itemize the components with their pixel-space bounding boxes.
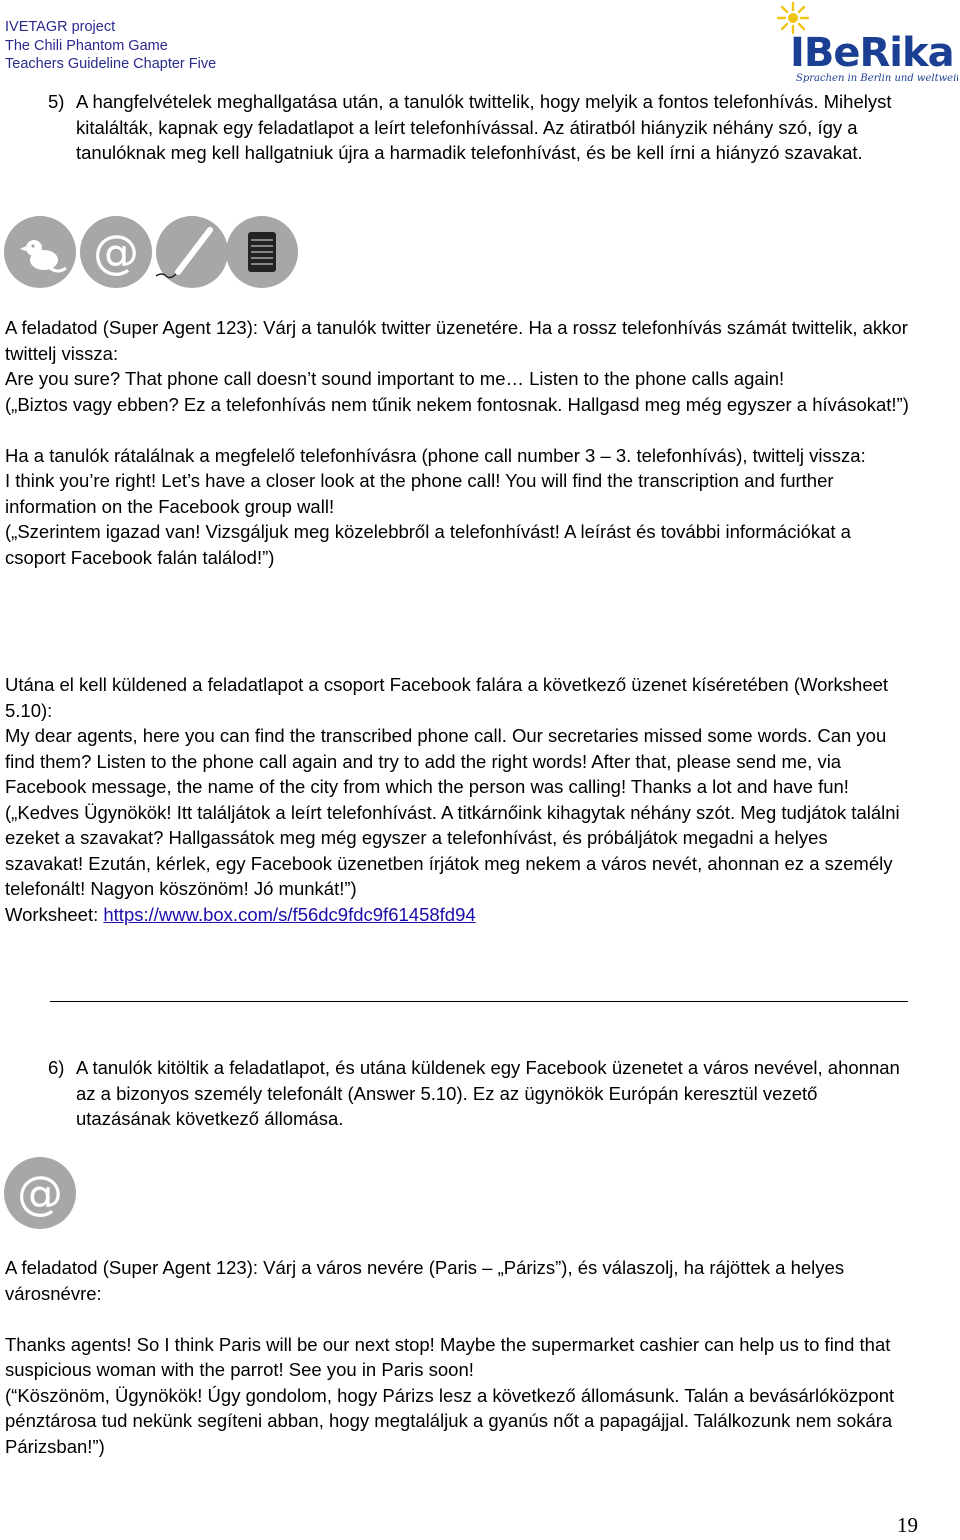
pen-icon [156, 216, 228, 288]
task-1-english-reply: Are you sure? That phone call doesn’t sound important to me… Listen to the phone calls again! [5, 368, 785, 389]
worksheet-label: Worksheet: [5, 903, 104, 925]
worksheet-link[interactable]: https://www.box.com/s/f56dc9fdc9f61458fd94 [103, 903, 476, 925]
task-1-hungarian-reply: („Biztos vagy ebben? Ez a telefonhívás nem tűnik nekem fontosnak. Hallgasd meg még egyszer a hívásokat!”) [5, 393, 909, 415]
task-2-english-message: My dear agents, here you can find the transcribed phone call. Our secretaries missed some words. Can you find them? Listen to the phone call again and try to add the right words! After that, please send me, via Facebook message, the name of the city from which the person was calling! Thanks a lot and have fun! [5, 725, 887, 797]
task-3-english-reply: Thanks agents! So I think Paris will be our next stop! Maybe the supermarket cashier can help us to find that suspicious woman with the parrot! See you in Paris soon! [5, 1333, 891, 1380]
activity-icons-2 [4, 1157, 304, 1231]
svg-text:Sprachen in Berlin und weltwei: Sprachen in Berlin und weltweit [796, 73, 958, 84]
step-number: 6) [48, 1057, 65, 1078]
at-icon: @ [4, 1157, 76, 1229]
step-text: A hangfelvételek meghallgatása után, a tanulók twittelik, hogy melyik a fontos telefonhívás. Mihelyst kitalálták, kapnak egy feladatlapot a leírt telefonhívással. Az átiratból hiányzik néhány szó, így a tanulóknak meg kell hallgatniuk újra a harmadik telefonhívást, és be kell írni a hiányzó szavakat. [76, 91, 892, 163]
at-icon: @ [80, 216, 152, 288]
step-6 [48, 1055, 910, 1132]
header-game-title: The Chili Phantom Game [5, 37, 168, 54]
bird-icon [4, 216, 76, 288]
document-header [5, 18, 216, 74]
task-2 [5, 672, 910, 927]
header-chapter: Teachers Guideline Chapter Five [5, 56, 217, 72]
page-number: 19 [897, 1513, 918, 1537]
worksheet-line [5, 902, 910, 928]
task-3-intro: A feladatod (Super Agent 123): Várj a város nevére (Paris – „Párizs”), és válaszolj, ha rájöttek a helyes városnévre: [5, 1257, 845, 1304]
task-1-english-reply-2: I think you’re right! Let’s have a closer look at the phone call! You will find the transcription and further information on the Facebook group wall! [5, 470, 834, 517]
notepad-icon [226, 216, 298, 288]
header-project: IVETAGR project [5, 19, 116, 35]
step-5 [48, 89, 910, 166]
step-number: 5) [48, 91, 65, 112]
iberika-logo [776, 0, 958, 88]
task-1-hungarian-reply-2: („Szerintem igazad van! Vizsgáljuk meg közelebbről a telefonhívást! A leírást és további információkat a csoport Facebook falán találod!”) [5, 521, 851, 568]
task-3 [5, 1255, 910, 1459]
svg-text:IBeRika: IBeRika [790, 30, 954, 76]
task-1-intro-2: Ha a tanulók rátalálnak a megfelelő telefonhívásra (phone call number 3 – 3. telefonhívás), twittelj vissza: [5, 444, 866, 466]
activity-icons [4, 216, 304, 290]
task-3-hungarian-reply: (“Köszönöm, Ügynökök! Úgy gondolom, hogy Párizs lesz a következő állomásunk. Talán a bevásárlóközpont pénztárosa tud nekünk segíteni abban, hogy megtaláljuk a gyanús nőt a papagájjal. Találkozunk nem sokára Párizsban!”) [5, 1384, 895, 1457]
task-1-intro: A feladatod (Super Agent 123): Várj a tanulók twitter üzenetére. Ha a rossz telefonhívás számát twittelik, akkor twittelj vissza: [5, 317, 908, 364]
section-divider [50, 1001, 908, 1002]
task-2-hungarian-message: („Kedves Ügynökök! Itt találjátok a leírt telefonhívást. A titkárnőink kihagytak néhány szót. Meg tudjátok találni ezeket a szavakat? Hallgassátok meg még egyszer a telefonhívást, és próbáljátok megadni a helyes szavakat! Ezután, kérlek, egy Facebook üzenetben írjátok meg nekem a város nevét, ahonnan ez a személy telefonált! Nagyon köszönöm! Jó munkát!”) [5, 801, 900, 899]
task-2-intro: Utána el kell küldened a feladatlapot a csoport Facebook falára a következő üzenet kíséretében (Worksheet 5.10): [5, 674, 889, 721]
step-text: A tanulók kitöltik a feladatlapot, és utána küldenek egy Facebook üzenetet a város nevével, ahonnan az a bizonyos személy telefonált (Answer 5.10). Ez az ügynökök Európán keresztül vezető utazásának következő állomása. [76, 1057, 900, 1129]
task-1 [5, 315, 910, 570]
